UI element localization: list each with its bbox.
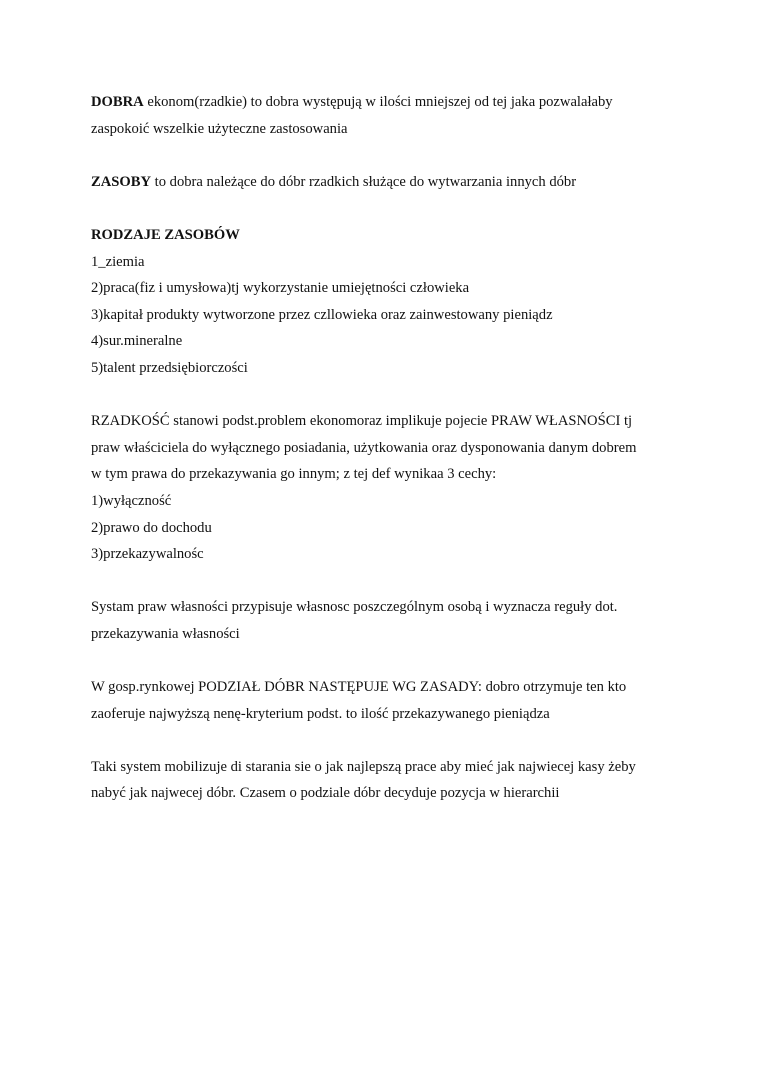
rodzaje-item: 3)kapitał produkty wytworzone przez czllowieka oraz zainwestowany pieniądz (91, 306, 553, 323)
paragraph-taki-system (91, 754, 681, 807)
gosp-line: W gosp.rynkowej PODZIAŁ DÓBR NASTĘPUJE WG ZASADY: dobro otrzymuje ten kto (91, 679, 627, 696)
gosp-line: zaoferuje najwyższą nenę-kryterium podst. to ilość przekazywanego pieniądza (91, 705, 550, 722)
paragraph-rzadkosc (91, 408, 681, 568)
rzadkosc-item: 2)prawo do dochodu (91, 519, 212, 536)
system-line: Systam praw własności przypisuje własnosc poszczególnym osobą i wyznacza reguły dot. (91, 599, 618, 616)
rodzaje-item: 5)talent przedsiębiorczości (91, 359, 248, 376)
rodzaje-heading: RODZAJE ZASOBÓW (91, 226, 240, 243)
rzadkosc-line: RZADKOŚĆ stanowi podst.problem ekonomoraz implikuje pojecie PRAW WŁASNOŚCI tj (91, 413, 633, 430)
rzadkosc-item: 3)przekazywalnośc (91, 546, 204, 563)
paragraph-gosp-rynkowa (91, 674, 681, 727)
dobra-definition-2: zaspokoić wszelkie użyteczne zastosowania (91, 120, 348, 137)
rzadkosc-item: 1)wyłączność (91, 492, 172, 509)
rzadkosc-line: praw właściciela do wyłącznego posiadania, użytkowania oraz dysponowania danym dobrem (91, 439, 637, 456)
rzadkosc-line: w tym prawa do przekazywania go innym; z tej def wynikaa 3 cechy: (91, 466, 497, 483)
taki-line: nabyć jak najwecej dóbr. Czasem o podziale dóbr decyduje pozycja w hierarchii (91, 785, 560, 802)
rodzaje-item: 1_ziemia (91, 253, 145, 270)
rodzaje-item: 2)praca(fiz i umysłowa)tj wykorzystanie umiejętności człowieka (91, 280, 470, 297)
system-line: przekazywania własności (91, 625, 240, 642)
document-page (91, 89, 681, 834)
taki-line: Taki system mobilizuje di starania sie o jak najlepszą prace aby mieć jak najwiecej kasy żeby (91, 758, 636, 775)
paragraph-system (91, 594, 681, 647)
zasoby-definition: to dobra należące do dóbr rzadkich służące do wytwarzania innych dóbr (151, 173, 577, 190)
section-rodzaje-zasobow (91, 222, 681, 382)
paragraph-dobra (91, 89, 681, 142)
dobra-line-1 (91, 89, 681, 116)
zasoby-term: ZASOBY (91, 173, 152, 190)
rodzaje-item: 4)sur.mineralne (91, 333, 183, 350)
paragraph-zasoby (91, 169, 681, 196)
dobra-definition-1: ekonom(rzadkie) to dobra występują w ilości mniejszej od tej jaka pozwalałaby (143, 94, 613, 110)
dobra-term: DOBRA (91, 94, 144, 110)
zasoby-line-1 (91, 169, 681, 196)
